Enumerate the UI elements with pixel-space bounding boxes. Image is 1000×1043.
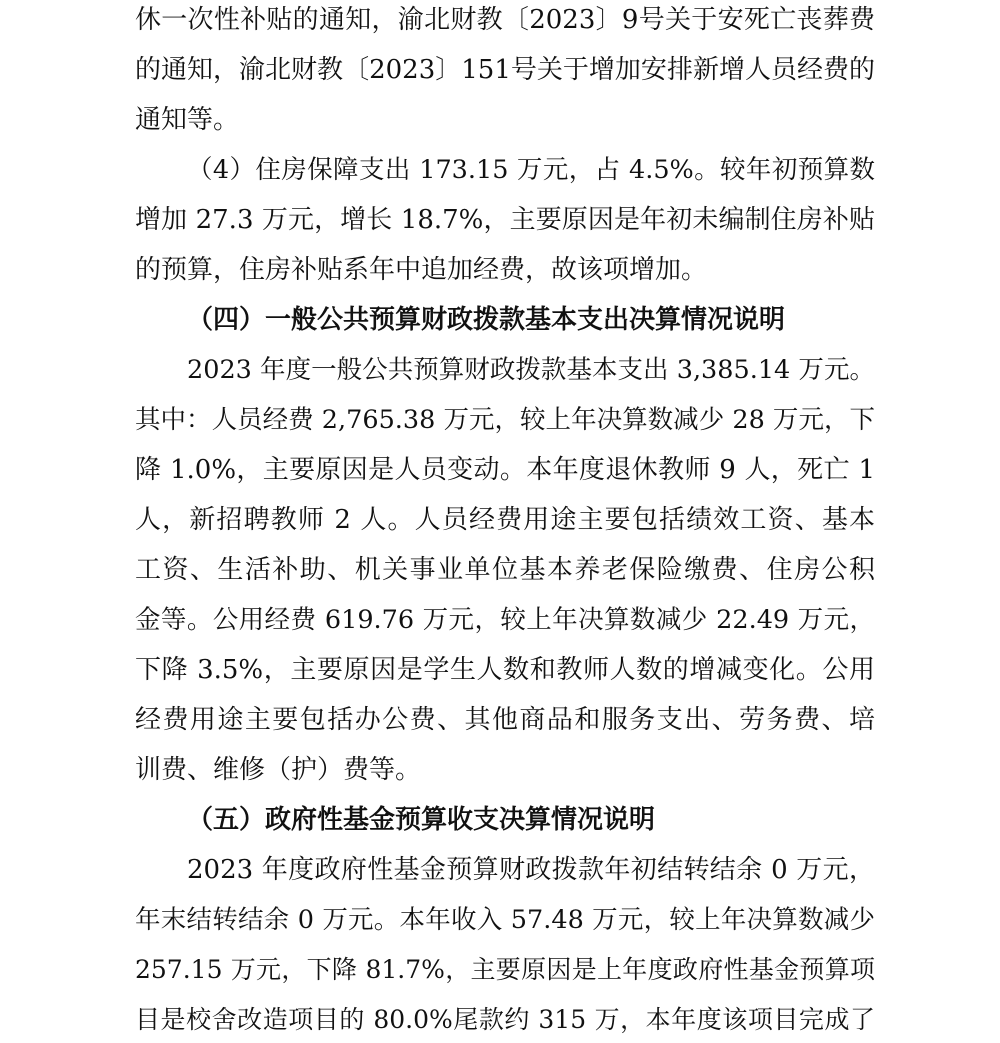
body-text-line: 训费、维修（护）费等。 xyxy=(135,755,422,785)
body-text-line: 经费用途主要包括办公费、其他商品和服务支出、劳务费、培 xyxy=(135,705,875,735)
section-heading: （五）政府性基金预算收支决算情况说明 xyxy=(187,805,656,835)
body-text-line: 257.15 万元，下降 81.7%，主要原因是上年度政府性基金预算项 xyxy=(135,955,875,984)
body-text-line: 的通知，渝北财教〔2023〕151号关于增加安排新增人员经费的 xyxy=(135,55,875,85)
body-text-line: 人，新招聘教师 2 人。人员经费用途主要包括绩效工资、基本 xyxy=(135,505,875,535)
body-text-line: 金等。公用经费 619.76 万元，较上年决算数减少 22.49 万元， xyxy=(135,605,875,635)
body-text-line: 目是校舍改造项目的 80.0%尾款约 315 万，本年度该项目完成了 xyxy=(135,1005,875,1034)
body-text-line: 工资、生活补助、机关事业单位基本养老保险缴费、住房公积 xyxy=(135,555,875,585)
body-text-line: 2023 年度政府性基金预算财政拨款年初结转结余 0 万元， xyxy=(187,855,875,885)
body-text-line: （4）住房保障支出 173.15 万元，占 4.5%。较年初预算数 xyxy=(187,155,875,185)
body-text-line: 其中：人员经费 2,765.38 万元，较上年决算数减少 28 万元，下 xyxy=(135,405,875,435)
body-text-line: 年末结转结余 0 万元。本年收入 57.48 万元，较上年决算数减少 xyxy=(135,905,875,935)
body-text-line: 的预算，住房补贴系年中追加经费，故该项增加。 xyxy=(135,255,708,285)
body-text-line: 休一次性补贴的通知，渝北财教〔2023〕9号关于安死亡丧葬费 xyxy=(135,5,875,35)
body-text-line: 下降 3.5%，主要原因是学生人数和教师人数的增减变化。公用 xyxy=(135,655,875,685)
body-text-line: 降 1.0%，主要原因是人员变动。本年度退休教师 9 人，死亡 1 xyxy=(135,455,875,485)
body-text-line: 增加 27.3 万元，增长 18.7%，主要原因是年初未编制住房补贴 xyxy=(135,205,875,235)
section-heading: （四）一般公共预算财政拨款基本支出决算情况说明 xyxy=(187,305,786,335)
body-text-line: 2023 年度一般公共预算财政拨款基本支出 3,385.14 万元。 xyxy=(187,355,875,385)
body-text-line: 通知等。 xyxy=(135,105,240,135)
